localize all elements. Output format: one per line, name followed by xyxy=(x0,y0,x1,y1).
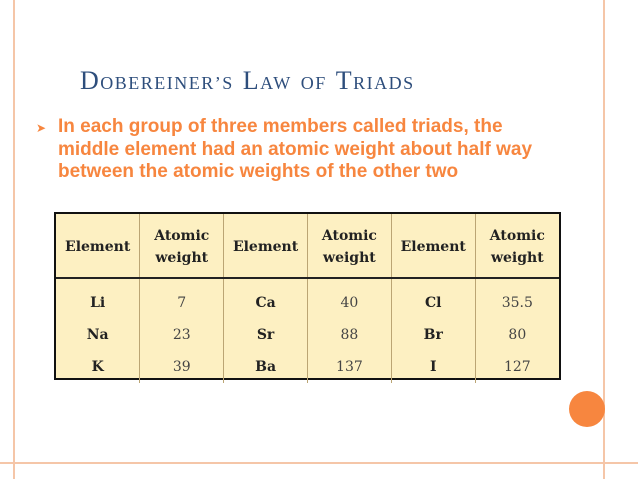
title-w1-cap: D xyxy=(80,66,101,95)
table-cell: Sr xyxy=(224,319,308,351)
header-element-2: Element xyxy=(224,214,308,278)
title-w3: OF xyxy=(300,73,327,93)
header-weight-3: Atomic weight xyxy=(475,214,559,278)
table-cell: 23 xyxy=(140,319,224,351)
table-cell: 137 xyxy=(307,351,391,383)
table-cell: Ca xyxy=(224,278,308,319)
title-w4-rest: RIADS xyxy=(353,73,415,93)
table-row xyxy=(56,278,559,319)
triads-table xyxy=(56,214,559,383)
table-row xyxy=(56,351,559,383)
header-weight-1: Atomic weight xyxy=(140,214,224,278)
header-element-1: Element xyxy=(56,214,140,278)
table-cell: Na xyxy=(86,327,109,343)
table-cell: 7 xyxy=(140,278,224,319)
bullet-text: In each group of three members called triads, the middle element had an atomic weight about half way between the atomic weights of the other two xyxy=(58,116,533,182)
header-element-3: Element xyxy=(391,214,475,278)
table-cell: 39 xyxy=(140,351,224,383)
table-cell: 40 xyxy=(307,278,391,319)
table-cell: Cl xyxy=(391,278,475,319)
table-cell: I xyxy=(391,351,475,383)
title-w1-rest: OBEREINER’S xyxy=(100,73,234,93)
table-cell: 80 xyxy=(475,319,559,351)
decorative-circle xyxy=(569,391,605,427)
table-cell: K xyxy=(91,359,104,375)
table-cell: 35.5 xyxy=(475,278,559,319)
header-weight-2: Atomic weight xyxy=(307,214,391,278)
triads-table-image xyxy=(54,212,561,380)
title-w4-cap: T xyxy=(335,66,354,95)
frame-left-line xyxy=(13,0,15,479)
title-w2-cap: L xyxy=(242,66,261,95)
table-row xyxy=(56,319,559,351)
slide-title xyxy=(80,66,415,96)
table-cell: Br xyxy=(391,319,475,351)
bullet-arrow-icon: ➤ xyxy=(36,121,47,135)
table-cell: 88 xyxy=(307,319,391,351)
table-cell: Li xyxy=(90,295,106,311)
table-header-row xyxy=(56,214,559,278)
table-cell: 127 xyxy=(475,351,559,383)
frame-bottom-line xyxy=(0,462,638,464)
title-w2-rest: AW xyxy=(260,73,292,93)
table-cell: Ba xyxy=(224,351,308,383)
